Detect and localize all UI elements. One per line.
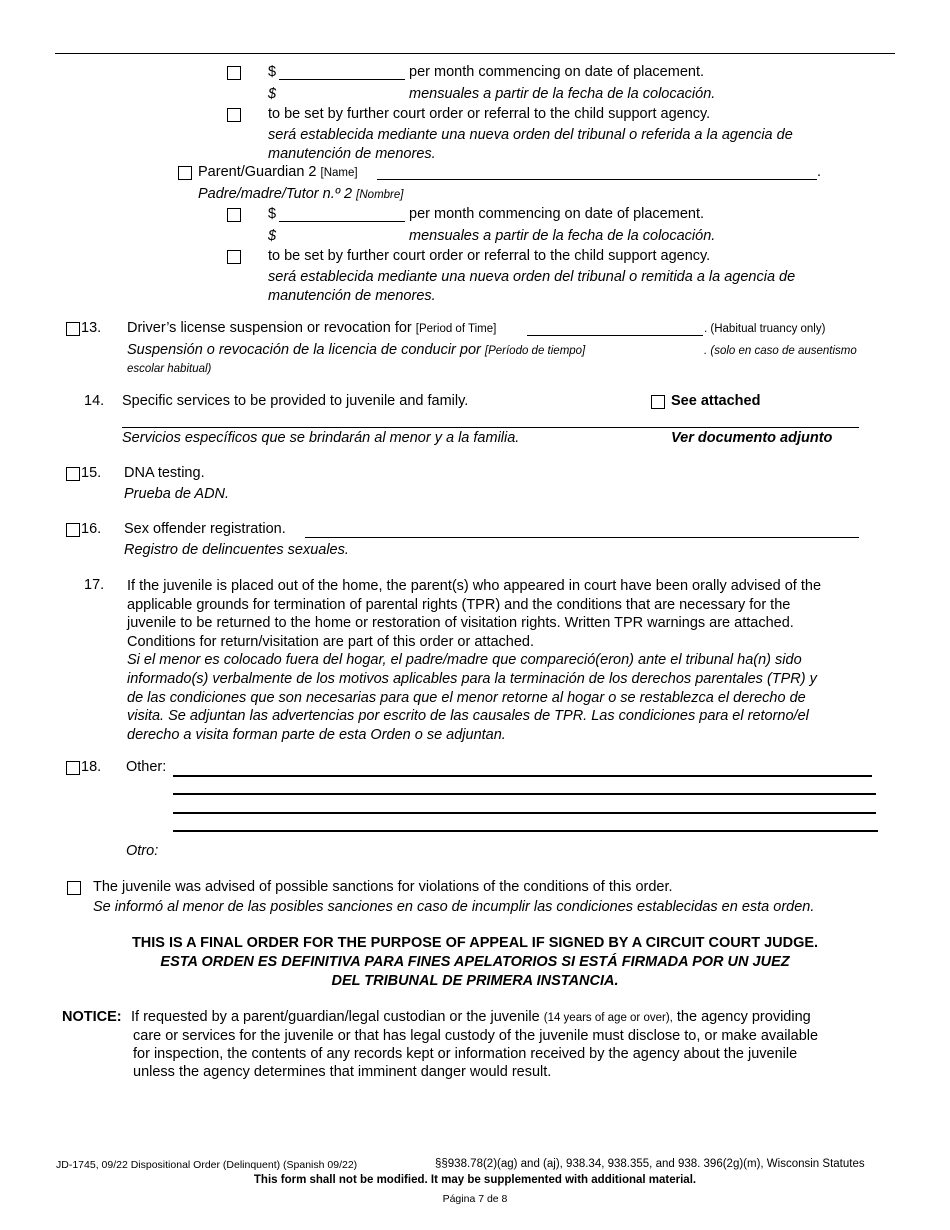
pg2-amount-field[interactable] — [279, 221, 405, 222]
item17-line-es: derecho a visita forman parte de esta Orden o se adjuntan. — [127, 726, 506, 743]
notice-line-1 — [131, 1009, 811, 1025]
pg2-monthly-checkbox[interactable] — [227, 208, 241, 222]
item13-period-hint-es: [Período de tiempo] — [484, 345, 586, 357]
item14-services-field[interactable] — [122, 427, 859, 428]
item13-checkbox[interactable] — [66, 322, 80, 336]
item18-checkbox[interactable] — [66, 761, 80, 775]
final-order-notice: THIS IS A FINAL ORDER FOR THE PURPOSE OF APPEAL IF SIGNED BY A CIRCUIT COURT JUDGE. — [131, 935, 819, 951]
item17-line: Conditions for return/visitation are part of this order or attached. — [127, 633, 535, 650]
footer-warning: This form shall not be modified. It may be supplemented with additional material. — [253, 1174, 697, 1186]
item17-number: 17. — [84, 577, 105, 593]
pg1-further-order-es-2: manutención de menores. — [268, 146, 436, 162]
item17-line-es: de las condiciones que son necesarias para que el menor retorne al hogar o se restablezca el derecho de — [127, 689, 806, 706]
item14-see-attached-es: Ver documento adjunto — [671, 430, 833, 446]
pg2-label-es-text: Padre/madre/Tutor n.º 2 — [198, 186, 353, 202]
item17-paragraph — [127, 577, 917, 744]
item13-text — [127, 320, 496, 336]
item13-label: Driver’s license suspension or revocation for — [127, 320, 412, 336]
item18-label-es: Otro: — [126, 843, 159, 859]
pg1-per-month: per month commencing on date of placement. — [409, 64, 704, 80]
final-order-notice-es-1: ESTA ORDEN ES DEFINITIVA PARA FINES APELATORIOS SI ESTÁ FIRMADA POR UN JUEZ — [160, 954, 790, 970]
item16-text-es: Registro de delincuentes sexuales. — [124, 542, 349, 558]
notice-line-1-b: the agency providing — [676, 1009, 811, 1025]
item17-line: juvenile to be returned to the home or restoration of visitation rights. Written TPR warnings are attached. — [127, 615, 794, 632]
item16-number: 16. — [81, 521, 102, 537]
notice-age-note: (14 years of age or over), — [543, 1012, 673, 1024]
item17-line-es: visita. Se adjuntan las advertencias por escrito de las causales de TPR. Las condiciones para el retorno/el — [127, 708, 809, 725]
pg1-further-order: to be set by further court order or referral to the child support agency. — [268, 106, 711, 122]
item13-suffix-es-2: escolar habitual) — [127, 363, 212, 375]
item14-text-es: Servicios específicos que se brindarán al menor y a la familia. — [122, 430, 520, 446]
item15-text-es: Prueba de ADN. — [124, 486, 230, 502]
item14-see-attached-checkbox[interactable] — [651, 395, 665, 409]
item15-checkbox[interactable] — [66, 467, 80, 481]
pg1-further-order-checkbox[interactable] — [227, 108, 241, 122]
pg2-per-month-es: mensuales a partir de la fecha de la colocación. — [409, 228, 716, 244]
item17-line: applicable grounds for termination of parental rights (TPR) and the conditions that are necessary for the — [127, 596, 791, 613]
pg2-name-hint: [Name] — [320, 167, 358, 179]
notice-line-3: for inspection, the contents of any records kept or information received by the agency about the juvenile — [133, 1046, 798, 1062]
item13-suffix-es-1: . (solo en caso de ausentismo — [704, 345, 857, 357]
notice-line-2: care or services for the juvenile or that has legal custody of the juvenile must disclose to, or make available — [133, 1028, 819, 1044]
pg1-per-month-es: mensuales a partir de la fecha de la colocación. — [409, 86, 716, 102]
pg1-dollar-es: $ — [268, 86, 277, 102]
pg2-further-order-es-1: será establecida mediante una nueva orden del tribunal o remitida a la agencia de — [268, 269, 796, 285]
top-rule — [55, 53, 895, 54]
item13-suffix: . (Habitual truancy only) — [704, 323, 826, 335]
pg2-name-hint-es: [Nombre] — [356, 189, 404, 201]
notice-line-1-a: If requested by a parent/guardian/legal custodian or the juvenile — [131, 1009, 540, 1025]
item18-number: 18. — [81, 759, 102, 775]
item16-text: Sex offender registration. — [124, 521, 286, 537]
pg2-label-text: Parent/Guardian 2 — [198, 164, 317, 180]
pg2-label — [198, 164, 358, 180]
footer-form-id: JD-1745, 09/22 Dispositional Order (Delinquent) (Spanish 09/22) — [56, 1159, 358, 1171]
pg2-further-order-checkbox[interactable] — [227, 250, 241, 264]
item14-see-attached: See attached — [671, 393, 761, 409]
pg2-name-field[interactable] — [377, 179, 817, 180]
pg2-further-order-es-2: manutención de menores. — [268, 288, 436, 304]
item17-line: If the juvenile is placed out of the home, the parent(s) who appeared in court have been orally advised of the — [127, 578, 822, 594]
item18-label: Other: — [126, 759, 167, 775]
pg2-further-order: to be set by further court order or referral to the child support agency. — [268, 248, 711, 264]
sanctions-text: The juvenile was advised of possible sanctions for violations of the conditions of this order. — [93, 879, 673, 895]
item14-text: Specific services to be provided to juvenile and family. — [122, 393, 469, 409]
item18-line-2[interactable] — [173, 793, 876, 795]
item13-period-field[interactable] — [527, 335, 703, 336]
item17-line-es: informado(s) verbalmente de los motivos aplicables para la terminación de los derechos parentales (TPR) y — [127, 670, 817, 687]
item18-line-3[interactable] — [173, 812, 876, 814]
item18-line-4[interactable] — [173, 830, 878, 832]
item18-line-1[interactable] — [173, 775, 872, 777]
pg2-per-month: per month commencing on date of placement. — [409, 206, 704, 222]
pg2-label-es — [198, 186, 403, 202]
final-order-notice-es-2: DEL TRIBUNAL DE PRIMERA INSTANCIA. — [331, 973, 619, 989]
item13-period-hint: [Period of Time] — [415, 323, 497, 335]
notice-line-4: unless the agency determines that imminent danger would result. — [133, 1064, 552, 1080]
page-number: Página 7 de 8 — [442, 1193, 508, 1205]
pg1-dollar: $ — [268, 64, 277, 80]
item13-number: 13. — [81, 320, 102, 336]
item17-line-es: Si el menor es colocado fuera del hogar, el padre/madre que compareció(eron) ante el tribunal ha(n) sido — [127, 652, 802, 669]
pg1-further-order-es-1: será establecida mediante una nueva orden del tribunal o referida a la agencia de — [268, 127, 793, 143]
item16-checkbox[interactable] — [66, 523, 80, 537]
item13-text-es — [127, 342, 585, 358]
item16-field[interactable] — [305, 537, 859, 538]
pg2-dollar: $ — [268, 206, 277, 222]
pg2-end-period: . — [817, 164, 822, 180]
pg1-monthly-checkbox[interactable] — [227, 66, 241, 80]
item15-number: 15. — [81, 465, 102, 481]
item13-label-es: Suspensión o revocación de la licencia de conducir por — [127, 342, 481, 358]
notice-label: NOTICE: — [62, 1009, 122, 1025]
sanctions-checkbox[interactable] — [67, 881, 81, 895]
pg1-amount-field[interactable] — [279, 79, 405, 80]
item14-number: 14. — [84, 393, 105, 409]
pg2-dollar-es: $ — [268, 228, 277, 244]
footer-statutes: §§938.78(2)(ag) and (aj), 938.34, 938.355, and 938. 396(2g)(m), Wisconsin Statutes — [435, 1158, 865, 1170]
item15-text: DNA testing. — [124, 465, 205, 481]
sanctions-text-es: Se informó al menor de las posibles sanciones en caso de incumplir las condiciones establecidas en esta orden. — [93, 899, 815, 915]
pg2-checkbox[interactable] — [178, 166, 192, 180]
